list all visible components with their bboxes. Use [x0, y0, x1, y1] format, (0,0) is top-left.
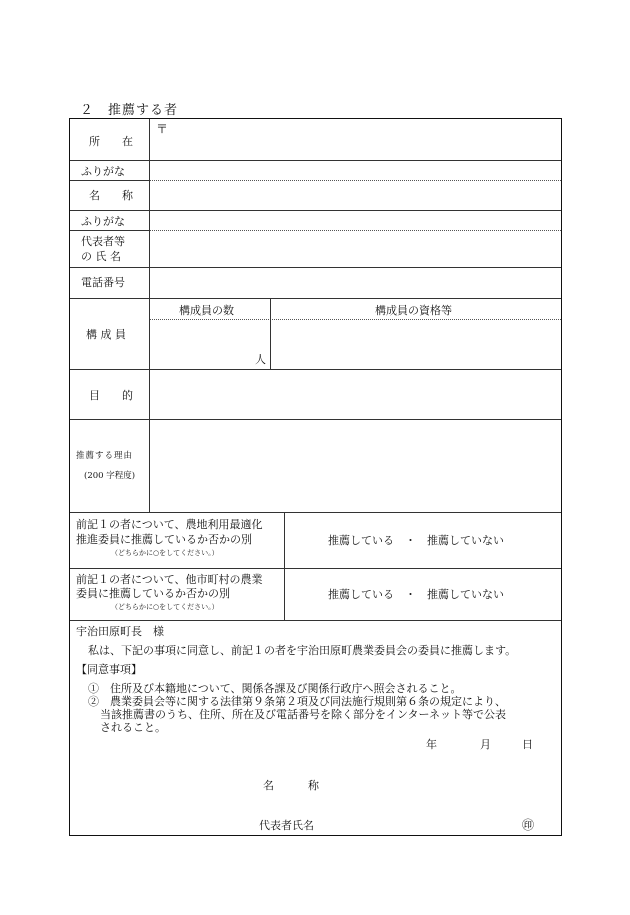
member-count-header: 構成員の数 — [179, 304, 234, 317]
member-count-unit: 人 — [255, 353, 266, 366]
seal-mark: ㊞ — [522, 818, 535, 832]
recommend2-line2: 委員に推薦しているか否かの別 — [76, 587, 230, 600]
date-day: 日 — [522, 738, 533, 751]
recommend1-options[interactable]: 推薦している ・ 推薦していない — [328, 534, 504, 547]
recommend2-note: （どちらかに○をしてください。） — [111, 603, 219, 611]
recommend2-line1: 前記１の者について、他市町村の農業 — [76, 573, 263, 586]
member-qualification-header: 構成員の資格等 — [375, 304, 452, 317]
date-year: 年 — [426, 738, 437, 751]
purpose-label-a: 目 — [89, 389, 100, 402]
consent-item-1: ① 住所及び本籍地について、関係各課及び関係行政庁へ照会されること。 — [88, 682, 462, 695]
consent-item-2-line1: ② 農業委員会等に関する法律第９条第２項及び同法施行規則第６条の規定により、 — [88, 695, 506, 708]
recommend1-line2: 推進委員に推薦しているか否かの別 — [76, 533, 252, 546]
recommend2-options[interactable]: 推薦している ・ 推薦していない — [328, 588, 504, 601]
section-heading: ２ 推薦する者 — [80, 103, 179, 118]
signer-name-label-b: 称 — [308, 779, 319, 792]
address-label-a: 所 — [89, 135, 100, 148]
consent-item-2-line2: 当該推薦書のうち、住所、所在及び電話番号を除く部分をインターネット等で公表 — [100, 708, 507, 721]
representative-name-label: 代表者氏名 — [259, 819, 314, 832]
reason-note: (200 字程度) — [84, 471, 136, 481]
name-label-a: 名 — [89, 189, 100, 202]
addressee: 宇治田原町長 様 — [76, 625, 164, 638]
address-label-b: 在 — [122, 135, 133, 148]
furigana-label-2: ふりがな — [81, 215, 125, 228]
signer-name-label-a: 名 — [263, 779, 274, 792]
recommender-form — [69, 118, 562, 836]
consent-title: 【同意事項】 — [76, 663, 142, 676]
name-label-b: 称 — [122, 189, 133, 202]
declaration-statement: 私は、下記の事項に同意し、前記１の者を宇治田原町農業委員会の委員に推薦します。 — [88, 644, 517, 657]
date-month: 月 — [480, 738, 491, 751]
phone-label: 電話番号 — [81, 276, 125, 289]
furigana-label-1: ふりがな — [81, 165, 125, 178]
consent-item-2-line3: されること。 — [100, 721, 166, 734]
reason-label: 推薦する理由 — [76, 451, 134, 461]
representative-label-line1: 代表者等 — [81, 235, 125, 248]
recommend1-note: （どちらかに○をしてください。） — [111, 549, 219, 557]
postal-mark: 〒 — [156, 122, 169, 136]
representative-label-line2: の 氏 名 — [81, 250, 121, 263]
recommend1-line1: 前記１の者について、農地利用最適化 — [76, 518, 263, 531]
purpose-label-b: 的 — [122, 389, 133, 402]
members-label: 構 成 員 — [86, 328, 126, 341]
